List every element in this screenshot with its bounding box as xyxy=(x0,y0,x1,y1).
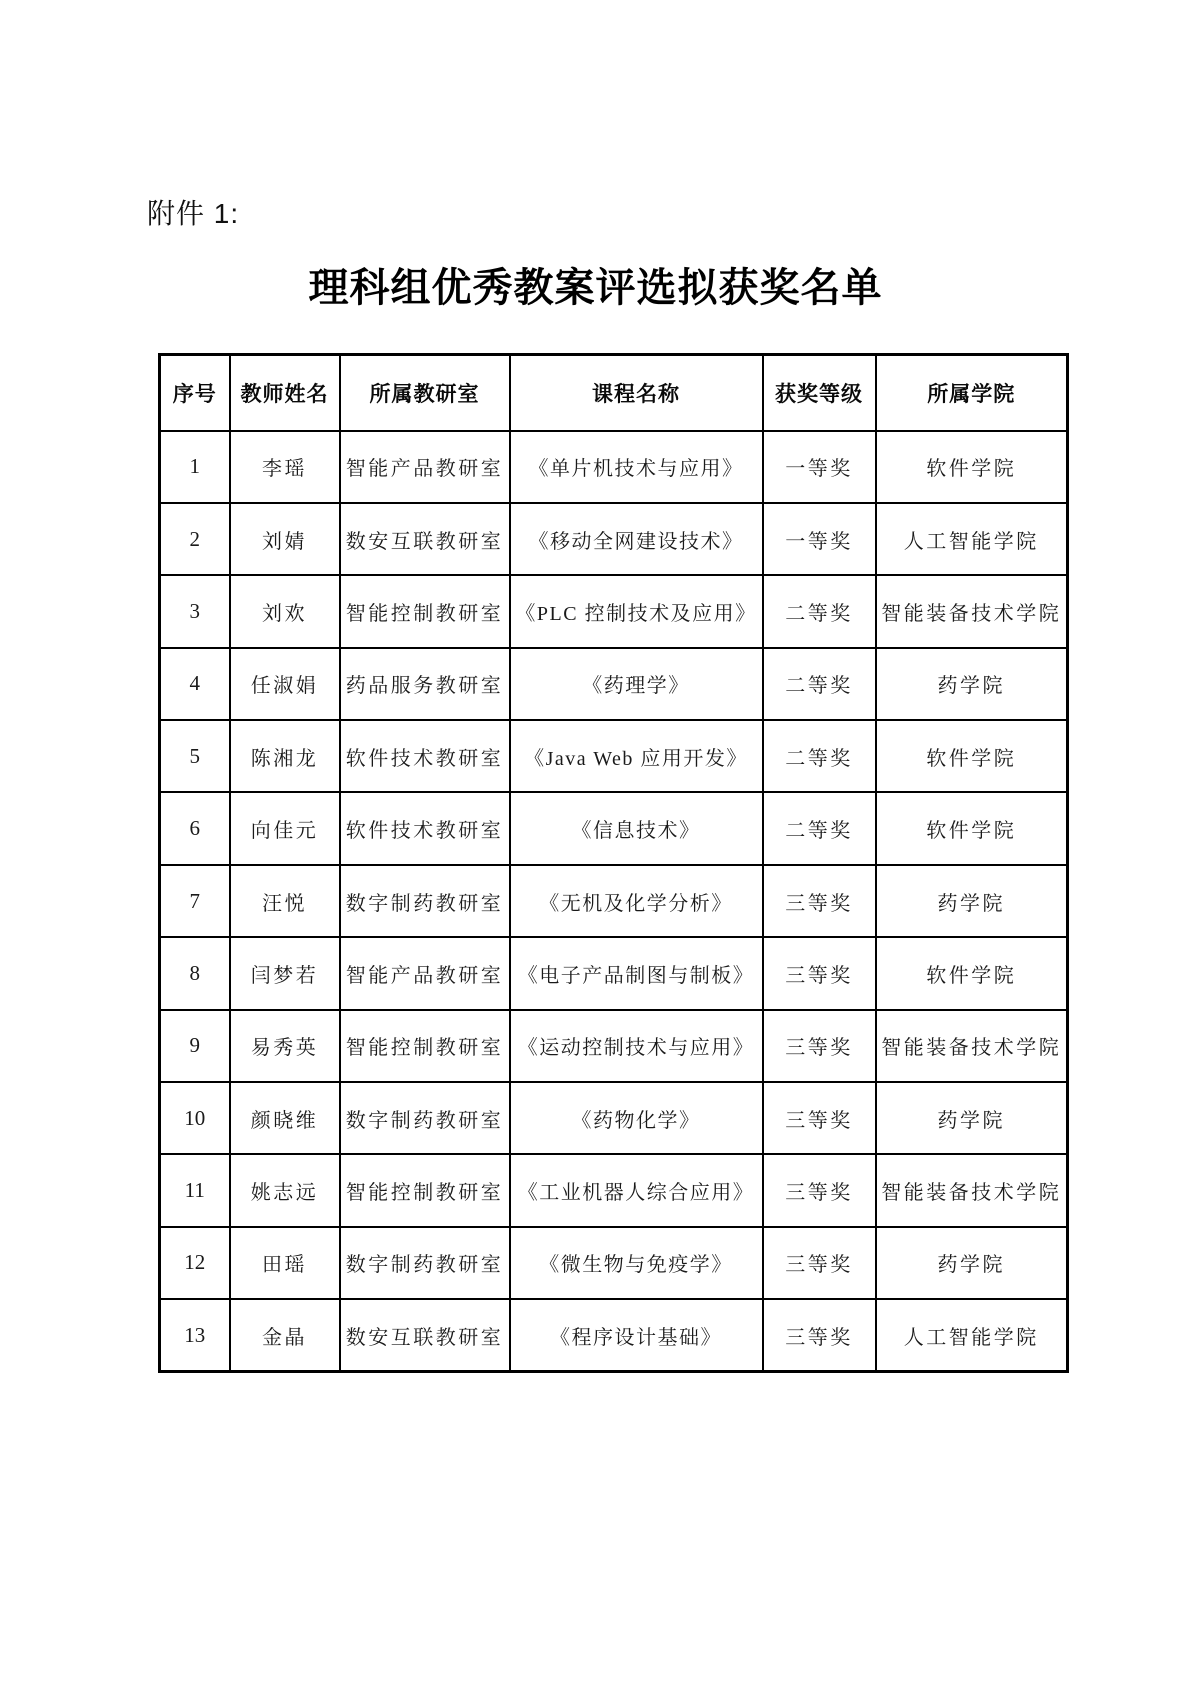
table-row xyxy=(160,720,1068,792)
table-cell: 姚志远 xyxy=(230,1154,340,1226)
table-cell: 智能装备技术学院 xyxy=(876,575,1068,647)
table-cell: 二等奖 xyxy=(763,648,876,720)
table-cell: 智能控制教研室 xyxy=(340,575,510,647)
table-cell: 一等奖 xyxy=(763,503,876,575)
table-cell: 汪悦 xyxy=(230,865,340,937)
table-cell: 《药理学》 xyxy=(510,648,763,720)
table-cell: 《程序设计基础》 xyxy=(510,1299,763,1371)
table-cell: 智能装备技术学院 xyxy=(876,1154,1068,1226)
table-row xyxy=(160,937,1068,1009)
table-cell: 人工智能学院 xyxy=(876,503,1068,575)
table-cell: 药学院 xyxy=(876,648,1068,720)
table-cell: 《工业机器人综合应用》 xyxy=(510,1154,763,1226)
table-cell: 向佳元 xyxy=(230,792,340,864)
table-cell: 颜晓维 xyxy=(230,1082,340,1154)
table-cell: 软件学院 xyxy=(876,720,1068,792)
table-row xyxy=(160,575,1068,647)
table-body xyxy=(160,431,1068,1372)
table-cell: 数字制药教研室 xyxy=(340,1227,510,1299)
table-cell: 数字制药教研室 xyxy=(340,1082,510,1154)
table-cell: 三等奖 xyxy=(763,1082,876,1154)
table-cell: 三等奖 xyxy=(763,865,876,937)
table-cell: 3 xyxy=(160,575,230,647)
table-cell: 1 xyxy=(160,431,230,503)
table-cell: 三等奖 xyxy=(763,1154,876,1226)
table-cell: 易秀英 xyxy=(230,1010,340,1082)
table-cell: 三等奖 xyxy=(763,1299,876,1371)
table-cell: 9 xyxy=(160,1010,230,1082)
table-cell: 药学院 xyxy=(876,1082,1068,1154)
table-row xyxy=(160,648,1068,720)
header-cell: 课程名称 xyxy=(510,355,763,431)
header-cell: 所属教研室 xyxy=(340,355,510,431)
table-row xyxy=(160,1010,1068,1082)
table-row xyxy=(160,431,1068,503)
award-table xyxy=(158,353,1069,1373)
header-cell: 序号 xyxy=(160,355,230,431)
table-cell: 7 xyxy=(160,865,230,937)
table-cell: 药品服务教研室 xyxy=(340,648,510,720)
header-cell: 获奖等级 xyxy=(763,355,876,431)
table-cell: 《信息技术》 xyxy=(510,792,763,864)
table-cell: 软件技术教研室 xyxy=(340,792,510,864)
table-cell: 《无机及化学分析》 xyxy=(510,865,763,937)
table-cell: 《Java Web 应用开发》 xyxy=(510,720,763,792)
table-cell: 5 xyxy=(160,720,230,792)
table-cell: 一等奖 xyxy=(763,431,876,503)
table-cell: 二等奖 xyxy=(763,792,876,864)
table-cell: 数安互联教研室 xyxy=(340,1299,510,1371)
table-cell: 三等奖 xyxy=(763,1227,876,1299)
table-cell: 二等奖 xyxy=(763,720,876,792)
table-cell: 软件技术教研室 xyxy=(340,720,510,792)
table-row xyxy=(160,865,1068,937)
table-row xyxy=(160,503,1068,575)
table-cell: 药学院 xyxy=(876,865,1068,937)
attachment-label: 附件 1: xyxy=(147,198,240,229)
table-cell: 6 xyxy=(160,792,230,864)
table-cell: 二等奖 xyxy=(763,575,876,647)
table-cell: 刘欢 xyxy=(230,575,340,647)
table-header-row xyxy=(160,355,1068,431)
table-cell: 陈湘龙 xyxy=(230,720,340,792)
table-row xyxy=(160,1154,1068,1226)
table-cell: 11 xyxy=(160,1154,230,1226)
table-cell: 《药物化学》 xyxy=(510,1082,763,1154)
table-cell: 三等奖 xyxy=(763,937,876,1009)
table-cell: 闫梦若 xyxy=(230,937,340,1009)
table-cell: 2 xyxy=(160,503,230,575)
table-cell: 《移动全网建设技术》 xyxy=(510,503,763,575)
table-cell: 软件学院 xyxy=(876,937,1068,1009)
table-row xyxy=(160,792,1068,864)
table-cell: 智能控制教研室 xyxy=(340,1154,510,1226)
table-row xyxy=(160,1082,1068,1154)
table-cell: 软件学院 xyxy=(876,431,1068,503)
table-cell: 13 xyxy=(160,1299,230,1371)
table-cell: 软件学院 xyxy=(876,792,1068,864)
table-cell: 智能产品教研室 xyxy=(340,431,510,503)
table-cell: 刘婧 xyxy=(230,503,340,575)
table-cell: 《单片机技术与应用》 xyxy=(510,431,763,503)
table-cell: 田瑶 xyxy=(230,1227,340,1299)
table-cell: 人工智能学院 xyxy=(876,1299,1068,1371)
table-cell: 数安互联教研室 xyxy=(340,503,510,575)
table-row xyxy=(160,1227,1068,1299)
header-cell: 教师姓名 xyxy=(230,355,340,431)
table-cell: 10 xyxy=(160,1082,230,1154)
table-cell: 金晶 xyxy=(230,1299,340,1371)
table-cell: 任淑娟 xyxy=(230,648,340,720)
page-title: 理科组优秀教案评选拟获奖名单 xyxy=(308,265,883,310)
table-cell: 李瑶 xyxy=(230,431,340,503)
table-cell: 4 xyxy=(160,648,230,720)
table-cell: 《运动控制技术与应用》 xyxy=(510,1010,763,1082)
header-cell: 所属学院 xyxy=(876,355,1068,431)
table-cell: 12 xyxy=(160,1227,230,1299)
table-row xyxy=(160,1299,1068,1371)
table-cell: 数字制药教研室 xyxy=(340,865,510,937)
table-cell: 《电子产品制图与制板》 xyxy=(510,937,763,1009)
table-cell: 三等奖 xyxy=(763,1010,876,1082)
table-cell: 8 xyxy=(160,937,230,1009)
table-cell: 《PLC 控制技术及应用》 xyxy=(510,575,763,647)
table-cell: 智能装备技术学院 xyxy=(876,1010,1068,1082)
table-cell: 药学院 xyxy=(876,1227,1068,1299)
table-cell: 智能产品教研室 xyxy=(340,937,510,1009)
table-cell: 《微生物与免疫学》 xyxy=(510,1227,763,1299)
table-cell: 智能控制教研室 xyxy=(340,1010,510,1082)
